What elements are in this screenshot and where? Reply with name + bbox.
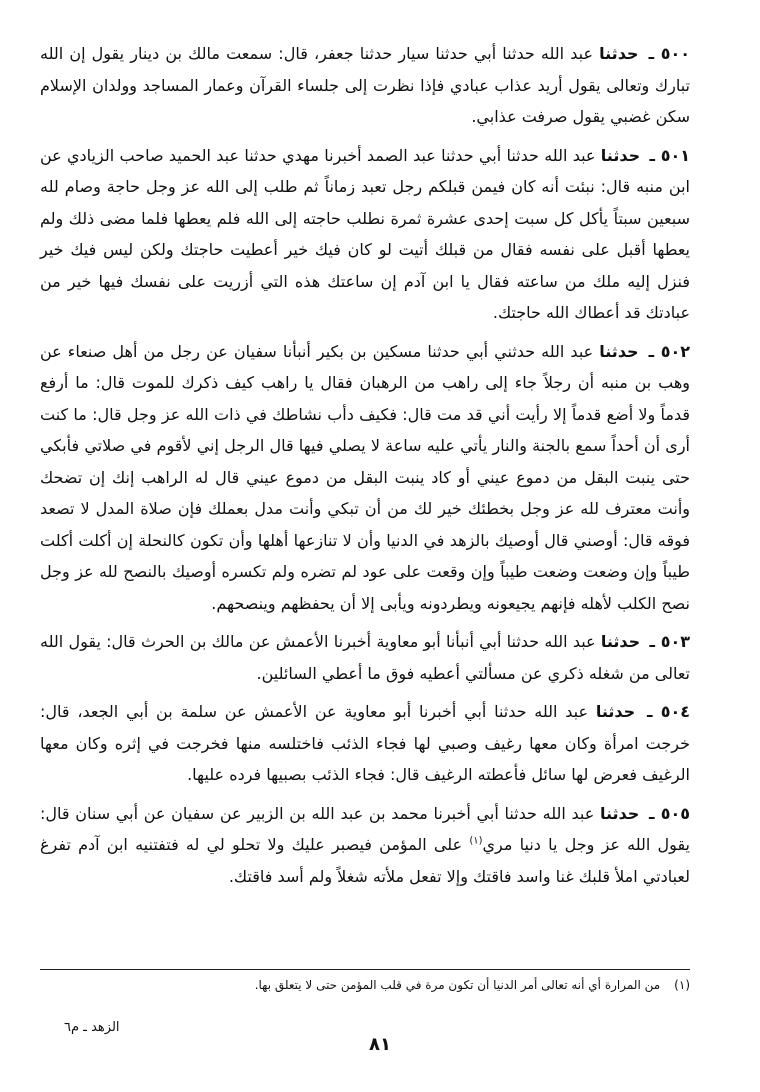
paragraph-keyword: حدثنا [600, 632, 641, 651]
paragraph-502 [40, 336, 690, 620]
paragraph-number: ٥٠٣ ـ [649, 632, 690, 651]
paragraph-text: عبد الله حدثني أبي حدثنا مسكين بن بكير أنبأنا سفيان عن رجل من أهل صنعاء عن وهب بن منبه أن رجلاً جاء إلى راهب من الرهبان فقال يا راهب كيف ذكرك للموت قال: ما أرفع قدماً ولا أضع قدماً إلا رأيت أني قد مت قال: فكيف دأب نشاطك في ذات الله عز وجل قال: ما كنت أرى أن أحداً سمع بالجنة والنار يأتي عليه ساعة لا يصلي فيها قال الرجل إني لأقوم في صلاتي فأبكي حتى ينبت البقل من دموع عيني أو كاد ينبت البقل من دموع عيني قال له الراهب إنك إن تضحك وأنت معترف لله عز وجل بخطئك خير لك من أن تبكي وأنت مدل بعملك فإن صلاة المدل لا تصعد فوقه قال: أوصني قال أوصيك بالزهد في الدنيا وأن لا تنازعها أهلها وأن تكون كالنحلة إن أكلت أكلت طيباً وإن وضعت وضعت طيباً وإن وقعت على عود لم تضره ولم تكسره أوصيك بالنصح لله عز وجل نصح الكلب لأهله فإنهم يجيعونه ويطردونه ويأبى إلا أن يحفظهم وينصحهم. [40, 341, 690, 613]
paragraph-number: ٥٠١ ـ [649, 145, 690, 165]
main-text [40, 38, 690, 899]
paragraph-text: عبد الله حدثنا أبي حدثنا سيار حدثنا جعفر، قال: سمعت مالك بن دينار يقول إن الله تبارك وتعالى يقول أريد عذاب عبادي فإذا نظرت إلى جلساء القرآن وعمار المساجد وولدان الإسلام سكن غضبي يقول صرفت عذابي. [40, 44, 690, 126]
footnote-text: من المرارة أي أنه تعالى أمر الدنيا أن تكون مرة في قلب المؤمن حتى لا يتعلق بها. [254, 978, 661, 992]
footnote-divider [40, 969, 690, 970]
paragraph-text: عبد الله حدثنا أبي أنبأنا أبو معاوية أخبرنا الأعمش عن مالك بن الحرث قال: يقول الله تعالى من شغله ذكري عن مسألتي أعطيه فوق ما أعطي السائلين. [40, 632, 690, 683]
paragraph-504 [40, 696, 690, 791]
paragraph-text: عبد الله حدثنا أبي أخبرنا محمد بن عبد الله بن الزبير عن سفيان عن أبي سنان قال: يقول الله عز وجل يا دنيا مري [40, 803, 690, 854]
paragraph-text-continued: على المؤمن فيصبر عليك ولا تحلو لي له فتفتنيه ابن آدم تفرغ لعبادتي املأ قلبك غنا واسد فاقتك وإلا تفعل ملأته شغلاً ولم أسد فاقتك. [40, 835, 690, 886]
paragraph-503 [40, 626, 690, 689]
paragraph-keyword: حدثنا [600, 803, 640, 823]
paragraph-500 [40, 38, 690, 133]
paragraph-keyword: حدثنا [599, 44, 639, 63]
footnote-mark: (١) [674, 978, 690, 992]
page-number: ٨١ [369, 1034, 391, 1055]
paragraph-501 [40, 140, 690, 329]
paragraph-number: ٥٠٤ ـ [646, 702, 690, 721]
paragraph-text: عبد الله حدثنا أبي حدثنا عبد الصمد أخبرنا مهدي حدثنا عبد الحميد صاحب الزيادي عن ابن منبه قال: نبئت أنه كان فيمن قبلكم رجل تعبد زماناً ثم طلب إلى الله عز وجل حاجة وصام لله سبعين سبتاً يأكل كل سبت إحدى عشرة ثمرة نطلب حاجته إلى الله فلم يعطها فلما مضى ذلك ولم يعطها أقبل على نفسه فقال من قبلك أتيت لو كان فيك خير أعطيت حاجتك ولكن ليس فيك خير فنزل إليه ملك من ساعته فقال يا ابن آدم إن ساعتك هذه التي أزريت على نفسك فيها خير من عبادتك قد أعطاك الله حاجتك. [40, 145, 690, 322]
paragraph-keyword: حدثنا [600, 145, 641, 165]
footnote-reference[interactable]: (١) [469, 835, 483, 847]
paragraph-number: ٥٠٠ ـ [648, 44, 690, 63]
paragraph-keyword: حدثنا [595, 702, 636, 721]
paragraph-text: عبد الله حدثنا أبي أخبرنا أبو معاوية عن الأعمش عن سلمة بن أبي الجعد، قال: خرجت امرأة وكان معها رغيف وصبي لها فجاء الذئب فاختلسه منها فخرجت في إثره وكان معها الرغيف فعرض لها سائل فأعطته الرغيف قال: فجاء الذئب بصبيها فرده عليها. [40, 702, 690, 784]
paragraph-number: ٥٠٢ ـ [648, 341, 690, 361]
paragraph-505 [40, 798, 690, 893]
printer-signature: الزهد ـ م٦ [64, 1020, 120, 1035]
footnote [40, 976, 690, 994]
paragraph-keyword: حدثنا [599, 341, 639, 361]
paragraph-number: ٥٠٥ ـ [649, 803, 690, 823]
